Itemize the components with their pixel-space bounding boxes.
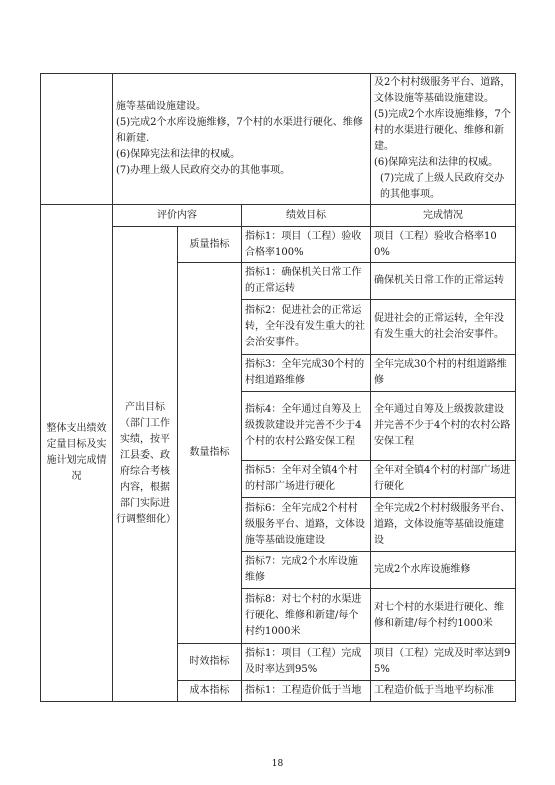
- header-done: 完成情况: [371, 205, 516, 227]
- header-row: [41, 205, 516, 227]
- section-label: [41, 205, 113, 702]
- target-cell: 指标1：项目（工程）验收合格率100%: [242, 227, 371, 263]
- header-eval: 评价内容: [113, 205, 242, 227]
- previous-plan-line: (7)办理上级人民政府交办的其他事项。: [116, 165, 291, 176]
- performance-table: [40, 73, 516, 702]
- previous-plan-line: (5)完成2个水库设施维修，7个村的水渠进行硬化、维修和新建.: [116, 117, 363, 144]
- section-label-text: 整体支出绩效定量目标及实施计划完成情况: [46, 423, 107, 482]
- category-quantity: 数量指标: [178, 263, 242, 644]
- category-quality: 质量指标: [178, 227, 242, 263]
- target-cell: 指标6：全年完成2个村村级服务平台、道路，文体设施等基础设施建设: [242, 498, 371, 552]
- table-row: [41, 227, 516, 263]
- done-cell: 确保机关日常工作的正常运转: [371, 263, 516, 300]
- previous-result-cell: [371, 74, 516, 205]
- category-timeliness: 时效指标: [178, 644, 242, 681]
- target-cell: 指标8：对七个村的水渠进行硬化、维修和新建/每个村约1000米: [242, 589, 371, 644]
- previous-plan-line: (6)保障宪法和法律的权威。: [116, 149, 241, 160]
- done-cell: 项目（工程）完成及时率达到95%: [371, 644, 516, 681]
- target-cell: 指标2：促进社会的正常运转，全年没有发生重大的社会治安事件。: [242, 300, 371, 355]
- target-cell: 指标3：全年完成30个村的村组道路维修: [242, 355, 371, 392]
- done-cell: 促进社会的正常运转，全年没有发生重大的社会治安事件。: [371, 300, 516, 355]
- target-cell: 指标1：项目（工程）完成及时率达到95%: [242, 644, 371, 681]
- done-cell: 全年对全镇4个村的村部广场进行硬化: [371, 461, 516, 498]
- category-cost: 成本指标: [178, 681, 242, 702]
- previous-result-line: 及2个村村级服务平台、道路，文体设施等基础设施建设。: [374, 77, 511, 104]
- done-cell: 全年完成30个村的村组道路维修: [371, 355, 516, 392]
- done-cell: 全年完成2个村村级服务平台、道路，文体设施等基础设施建设: [371, 498, 516, 552]
- done-cell: 全年通过自筹及上级拨款建设并完善不少于4个村的农村公路安保工程: [371, 392, 516, 461]
- done-cell: 完成2个水库设施维修: [371, 552, 516, 589]
- done-cell: 项目（工程）验收合格率100%: [371, 227, 516, 263]
- target-cell: 指标4：全年通过自筹及上级拨款建设并完善不少于4个村的农村公路安保工程: [242, 392, 371, 461]
- header-target: 绩效目标: [242, 205, 371, 227]
- done-cell: 对七个村的水渠进行硬化、维修和新建/每个村约1000米: [371, 589, 516, 644]
- previous-plan-cell: [113, 74, 371, 205]
- output-target-label: [113, 227, 178, 702]
- previous-result-line: (5)完成2个水库设施维修，7个村的水渠进行硬化、维修和新建。: [374, 109, 511, 152]
- target-cell: 指标1：工程造价低于当地: [242, 681, 371, 702]
- empty-label-cell: [41, 74, 113, 205]
- previous-content-row: [41, 74, 516, 205]
- previous-result-line: (7)完成了上级人民政府交办的其他事项。: [380, 173, 505, 200]
- output-target-text: 产出目标（部门工作实绩，按平江县委、政府综合考核内容，根据部门实际进行调整细化）: [116, 402, 176, 525]
- page-number: 18: [271, 759, 284, 769]
- previous-result-line: (6)保障宪法和法律的权威。: [374, 157, 499, 168]
- done-cell: 工程造价低于当地平均标准: [371, 681, 516, 702]
- target-cell: 指标5：全年对全镇4个村的村部广场进行硬化: [242, 461, 371, 498]
- previous-plan-line: 施等基础设施建设。: [116, 101, 206, 112]
- target-cell: 指标1：确保机关日常工作的正常运转: [242, 263, 371, 300]
- target-cell: 指标7：完成2个水库设施维修: [242, 552, 371, 589]
